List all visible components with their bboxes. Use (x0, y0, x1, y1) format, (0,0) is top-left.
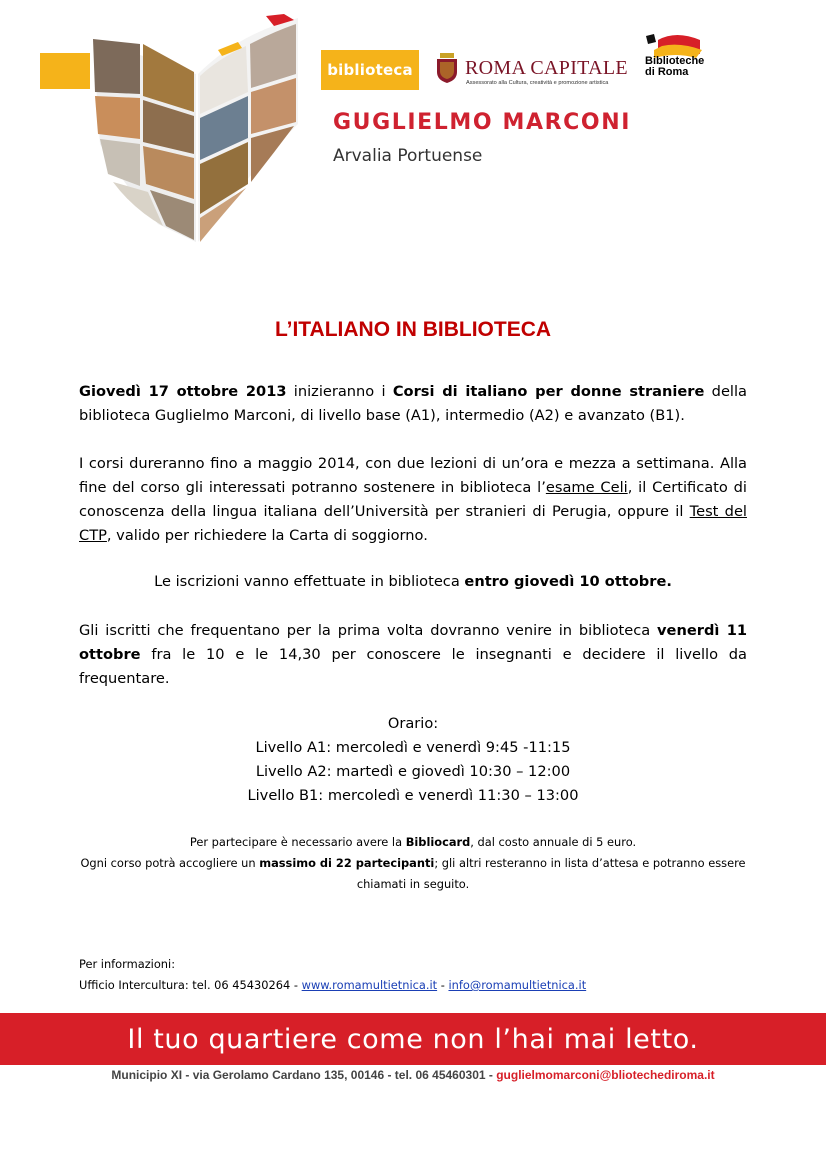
paragraph-first-visit (79, 619, 747, 691)
schedule-line-a2: Livello A2: martedì e giovedì 10:30 – 12:00 (255, 763, 571, 780)
participation-notes (60, 832, 766, 895)
roma-capitale-subtitle: Assessorato alla Cultura, creatività e promozione artistica (466, 80, 609, 86)
roma-capitale-name: ROMA CAPITALE (465, 57, 628, 79)
text: I corsi dureranno fino a maggio 2014, con due lezioni di un’ora e mezza a settimana. Alla fine del corso gli interessati potranno sostenere in biblioteca l’ (79, 455, 747, 496)
first-visit-date: venerdì 11 ottobre (79, 622, 748, 663)
bdr-line2: di Roma (645, 66, 689, 78)
note-line-1 (60, 832, 766, 853)
paragraph-course-details (79, 452, 747, 548)
text: Gli iscritti che frequentano per la prima volta dovranno venire in biblioteca (79, 622, 658, 639)
footer-address (0, 1068, 826, 1082)
max-participants: massimo di 22 partecipanti (259, 856, 435, 870)
text: inizieranno i (286, 383, 393, 400)
schedule (0, 712, 826, 808)
email-link[interactable]: info@romamultietnica.it (448, 978, 587, 992)
paragraph-registration (79, 570, 747, 594)
schedule-heading: Orario: (387, 715, 439, 732)
info-line (79, 975, 586, 996)
text: , il Certificato di conoscenza della lingua italiana dell’Università per stranieri di Perugia, oppure il (79, 479, 747, 520)
text: della biblioteca Guglielmo Marconi, di livello base (A1), intermedio (A2) e avanzato (B1). (79, 383, 747, 424)
website-link[interactable]: www.romamultietnica.it (301, 978, 438, 992)
document-title: L’ITALIANO IN BIBLIOTECA (274, 318, 552, 341)
separator: - (437, 978, 449, 992)
schedule-line-b1: Livello B1: mercoledì e venerdì 11:30 – 13:00 (247, 787, 579, 804)
text: Ogni corso potrà accogliere un (80, 856, 260, 870)
office-phone: Ufficio Intercultura: tel. 06 45430264 - (79, 978, 302, 992)
text: , dal costo annuale di 5 euro. (470, 835, 637, 849)
slogan-text: Il tuo quartiere come non l’hai mai letto. (127, 1023, 699, 1055)
biblioteca-tag: biblioteca (321, 50, 419, 90)
text: Le iscrizioni vanno effettuate in biblioteca (154, 573, 465, 590)
course-name: Corsi di italiano per donne straniere (392, 383, 705, 400)
library-book-logo (88, 14, 303, 244)
bibliocard: Bibliocard (405, 835, 471, 849)
text: Per partecipare è necessario avere la (189, 835, 406, 849)
paragraph-course-start (79, 380, 747, 428)
library-name: GUGLIELMO MARCONI (333, 110, 631, 135)
library-area: Arvalia Portuense (333, 146, 483, 166)
text: fra le 10 e le 14,30 per conoscere le insegnanti e decidere il livello da frequentare. (79, 646, 747, 687)
bdr-line1: Biblioteche (645, 55, 705, 67)
address: Municipio XI - via Gerolamo Cardano 135, 00146 - tel. 06 45460301 - (111, 1068, 497, 1082)
start-date: Giovedì 17 ottobre 2013 (79, 383, 287, 400)
esame-celi-link[interactable]: esame Celi (545, 479, 628, 496)
text: ; gli altri resteranno in lista d’attesa e potranno essere chiamati in seguito. (356, 856, 746, 891)
registration-deadline: entro giovedì 10 ottobre. (464, 573, 672, 590)
footer-email[interactable]: guglielmomarconi@bliotechediroma.it (496, 1068, 715, 1082)
contact-info (79, 954, 586, 996)
roma-capitale-seal-icon (436, 53, 458, 83)
note-line-2 (60, 853, 766, 895)
text: , valido per richiedere la Carta di soggiorno. (106, 527, 428, 544)
schedule-line-a1: Livello A1: mercoledì e venerdì 9:45 -11:15 (255, 739, 571, 756)
info-heading: Per informazioni: (79, 957, 176, 971)
biblioteche-di-roma-label (645, 56, 704, 78)
logo-yellow-bar (40, 53, 90, 89)
test-ctp-link[interactable]: Test del CTP (79, 503, 747, 544)
